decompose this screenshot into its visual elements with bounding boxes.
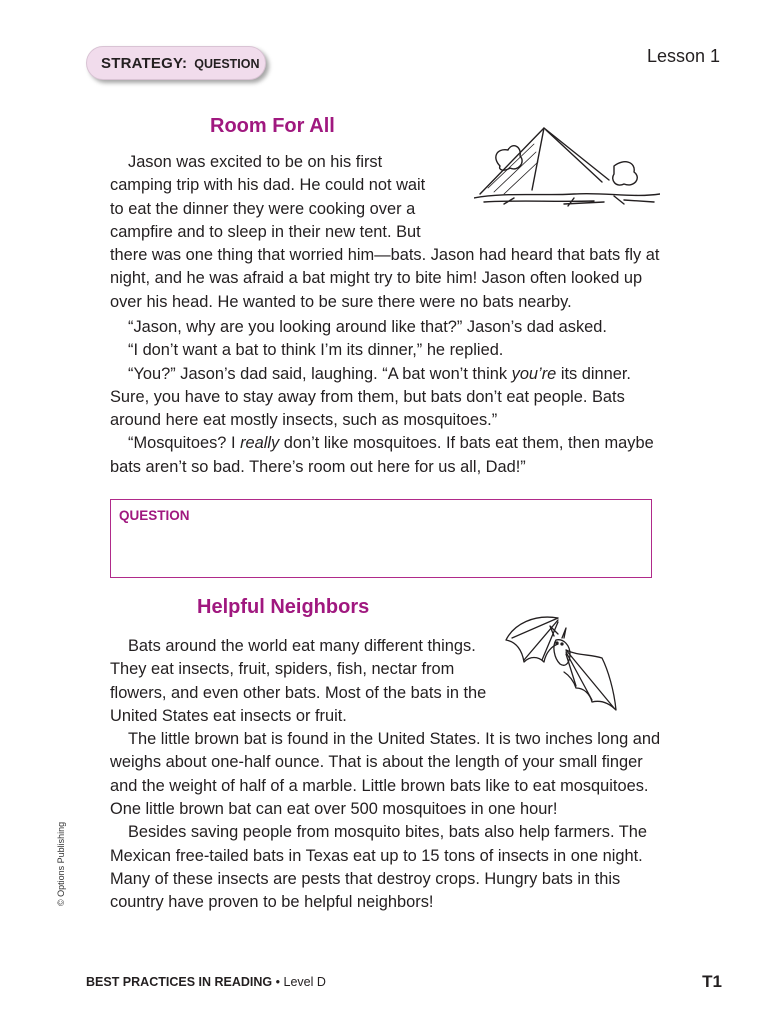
story1-paragraph-3: “I don’t want a bat to think I’m its dinner,” he replied. [128, 341, 504, 360]
copyright-notice: © Options Publishing [56, 821, 66, 906]
story2-paragraph-3: Besides saving people from mosquito bites, bats also help farmers. The Mexican free-tailed bats in Texas eat up to 15 tons of insects in one night. Many of these insects are pests that destroy crops. Hungry bats in this country have proven to be helpful neighbors! [110, 823, 648, 912]
story2-paragraph-2: The little brown bat is found in the United States. It is two inches long and weighs about one-half ounce. That is about the length of your small finger and the weight of half of a marble. Little brown bats like to eat mosquitoes. One little brown bat can eat over 500 mosquitoes in one hour! [110, 730, 661, 819]
story1-dialogue [110, 316, 662, 479]
strategy-badge [86, 46, 266, 80]
story-title-room-for-all: Room For All [210, 115, 335, 137]
lesson-label: Lesson 1 [646, 46, 720, 66]
series-title: BEST PRACTICES IN READING [86, 975, 273, 989]
strategy-value: QUESTION [194, 57, 260, 71]
story2-paragraph-1: Bats around the world eat many different things. They eat insects, fruit, spiders, fish, nectar from flowers, and even other bats. Most of the bats in the United States eat insects or fruit. [110, 637, 487, 725]
page-number: T1 [702, 972, 722, 991]
strategy-label: STRATEGY: [101, 54, 188, 72]
question-box[interactable] [110, 499, 652, 578]
story1-paragraph: Jason was excited to be on his first camping trip with his dad. He could not wait to eat the dinner they were cooking over a campfire and to sleep in their new tent. But there was one thing that worried him—bats. Jason had heard that bats fly at night, and he was afraid a bat might try to bite him! Jason often looked up over his head. He wanted to be sure there were no bats nearby. [110, 153, 660, 311]
footer [86, 975, 326, 989]
story1-paragraph-4: “You?” Jason’s dad said, laughing. “A bat won’t think you’re its dinner. Sure, you have to stay away from them, but bats don’t eat people. Bats around here eat mostly insects, such as mosquitoes.” [110, 364, 631, 430]
footer-bullet: • [275, 975, 281, 989]
story1-paragraph-2: “Jason, why are you looking around like that?” Jason’s dad asked. [128, 318, 607, 336]
level-label: Level D [283, 975, 326, 989]
story1-paragraph-5: “Mosquitoes? I really don’t like mosquitoes. If bats eat them, then maybe bats aren’t so bad. There’s room out here for us all, Dad!” [110, 434, 654, 476]
story-helpful-neighbors [110, 635, 662, 915]
question-label: QUESTION [119, 508, 190, 523]
story-title-helpful-neighbors: Helpful Neighbors [197, 596, 370, 618]
story-room-for-all [110, 151, 662, 314]
